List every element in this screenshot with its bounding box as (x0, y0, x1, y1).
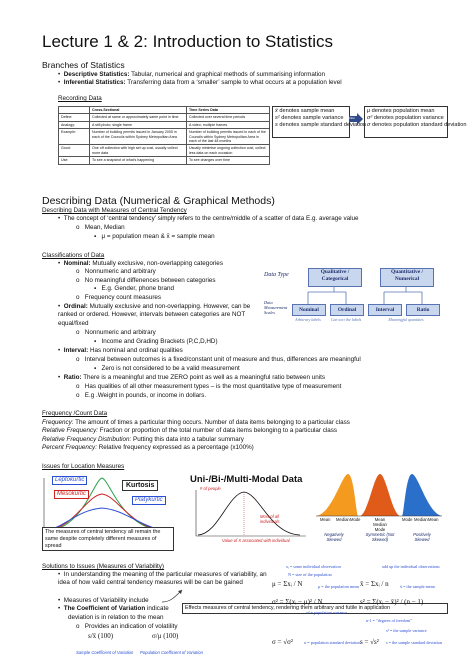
callout-box: Effects measures of central tendency, rendering them arbitrary and futile in application (182, 603, 448, 614)
table-row: Example: Number of building permits issued in January 2005 in each of the Councils within Sydney Metropolitan Area Number of building permits issued in each of the Councils within Sydney Metropolitan Area in each of the last 48 months (59, 129, 270, 145)
data-type-diagram (262, 264, 446, 334)
skewness-figure: Mean Median Mode Mean Median Mode Mode Median Mean Negatively Skewed Symmetric (Not Skewed) Positively Skewed (314, 470, 444, 542)
classifications-heading: Classifications of Data (42, 252, 105, 259)
frequency-line: Frequency: The amount of times a particular thing occurs. Number of data items belonging to a particular class (42, 419, 350, 426)
mesokurtic-label: Mesokurtic (54, 490, 89, 499)
ratio-item: • Ratio: There is a meaningful and true ZERO point as well as a meaningful ratio between units (58, 374, 326, 381)
multimodal-ylabel: # of people (200, 486, 221, 491)
sample-cv-formula: s/x̄ (100) (88, 632, 114, 640)
multimodal-figure (188, 486, 308, 546)
branch-descriptive: • Descriptive Statistics: Tabular, numerical and graphical methods of summarising information (58, 71, 326, 78)
solutions-bullet: • The Coefficient of Variation indicate (58, 605, 169, 612)
multimodal-curve (188, 486, 308, 546)
interval-box: Interval (368, 304, 402, 316)
table-header-row: Cross-Sectional Time Series Data (59, 107, 270, 114)
page-title: Lecture 1 & 2: Introduction to Statistics (42, 32, 334, 51)
variance-formulas: xᵢ = some individual observation N = size of the population μ = Σxᵢ / N μ = the population mean σ² = Σ(xᵢ − μ)² / N σ² = population variance σ = √σ² σ = population standard deviation add up the individual observations x̄ = Σxᵢ / n x̄ = the sample mean s² = Σ(xᵢ − x̄)² / (n − 1) n-1 = "degrees of freedom" s² = the sample variance s = √s² s = the sample standard deviation (272, 564, 442, 646)
infer-label: Infer (349, 116, 356, 120)
sample-cv-label: Sample Coefficient of Variation (76, 650, 134, 655)
ordinal-caption: Can sort the labels (330, 317, 362, 322)
leptokurtic-label: Leptokurtic (52, 476, 87, 485)
nominal-item: • Nominal: Mutually exclusive, non-overlapping categories (58, 260, 223, 267)
central-tendency-bullet: • The concept of ‘central tendency’ simply refers to the centre/middle of a scatter of data E.g. average value (58, 215, 359, 222)
table-row: Analogy: A still photo; single frame A video; multiple frames (59, 121, 270, 128)
table-row: Good: One off collection with high set up cost, usually collect more data Usually minimise ongoing collection cost, collect less data on each occasion (59, 145, 270, 157)
nominal-caption: Arbitrary labels (295, 317, 321, 322)
population-cv-formula: σ/μ (100) (152, 632, 179, 640)
mean-definitions: ▪ μ = population mean & x̄ = sample mean (94, 233, 215, 240)
recording-heading: Recording Data (58, 95, 102, 102)
frequency-line: Relative Frequency: Fraction or proportion of the total number of data items belonging to a particular class (42, 427, 338, 434)
quant-caption: Meaningful quantities (388, 317, 424, 322)
population-cv-label: Population Coefficient of Variation (140, 650, 203, 655)
callout-arrow-icon (160, 586, 184, 606)
branches-heading: Branches of Statistics (42, 60, 125, 70)
multimodal-xlabel: Value of X associated with individual (222, 538, 290, 543)
multimodal-title: Uni-/Bi-/Multi-Modal Data (190, 474, 303, 485)
nominal-box: Nominal (292, 304, 326, 316)
table-row: Define: Collected at same or approximately same point in time Collected over several time periods (59, 114, 270, 121)
solutions-heading: Solutions to Issues (Measures of Variability) (42, 563, 165, 570)
data-type-label: Data Type (264, 272, 289, 278)
frequency-heading: Frequency /Count Data (42, 410, 108, 417)
ordinal-item: • Ordinal: Mutually exclusive and non-overlapping. However, can be ranked or ordered. However, intervals between categories are NOT equal/fixed (58, 303, 251, 327)
table-row: Use: To see a snapshot of what’s happening To see changes over time (59, 157, 270, 164)
population-symbols-box: μ denotes population mean σ² denotes population variance σ denotes population standard deviation (364, 106, 448, 138)
diagram-connectors (262, 264, 446, 306)
interval-item: • Interval: Has nominal and ordinal qualities (58, 347, 183, 354)
ratio-box: Ratio (406, 304, 440, 316)
recording-table (58, 106, 270, 165)
central-tendency-heading: Describing Data with Measures of Central Tendency (42, 207, 187, 214)
quantitative-box: Quantitative / Numerical (380, 268, 434, 287)
qualitative-box: Qualitative / Categorical (308, 268, 362, 287)
branch-inferential: • Inferential Statistics: Transferring data from a ‘smaller’ sample to what occurs at a population level (58, 79, 342, 86)
frequency-line: Percent Frequency: Relative frequency expressed as a percentage (x100%) (42, 444, 254, 451)
mean-median-item: o Mean, Median (76, 224, 125, 231)
platykurtic-label: Platykurtic (132, 496, 166, 505)
solutions-bullet: • In understanding the meaning of the particular measures of variability, an idea of how valid central tendency measures will be can be gained (58, 571, 267, 587)
frequency-line: Relative Frequency Distribution: Putting this data into a tabular summary (42, 436, 244, 443)
kurtosis-note: The measures of central tendency all remain the same despite completely different measures of spread (42, 527, 174, 551)
describing-heading: Describing Data (Numerical & Graphical Methods) (42, 195, 275, 207)
kurtosis-label: Kurtosis (122, 480, 158, 491)
solutions-bullet: • Measures of Variability include (58, 597, 149, 604)
location-heading: Issues for Location Measures (42, 463, 125, 470)
scales-label: Data Measurement Scales (264, 300, 288, 315)
multimodal-note: Most of all individuals (260, 514, 280, 524)
sample-symbols-box: x̄ denotes sample mean s² denotes sample variance s denotes sample standard deviation (272, 106, 350, 138)
ordinal-box: Ordinal (330, 304, 364, 316)
